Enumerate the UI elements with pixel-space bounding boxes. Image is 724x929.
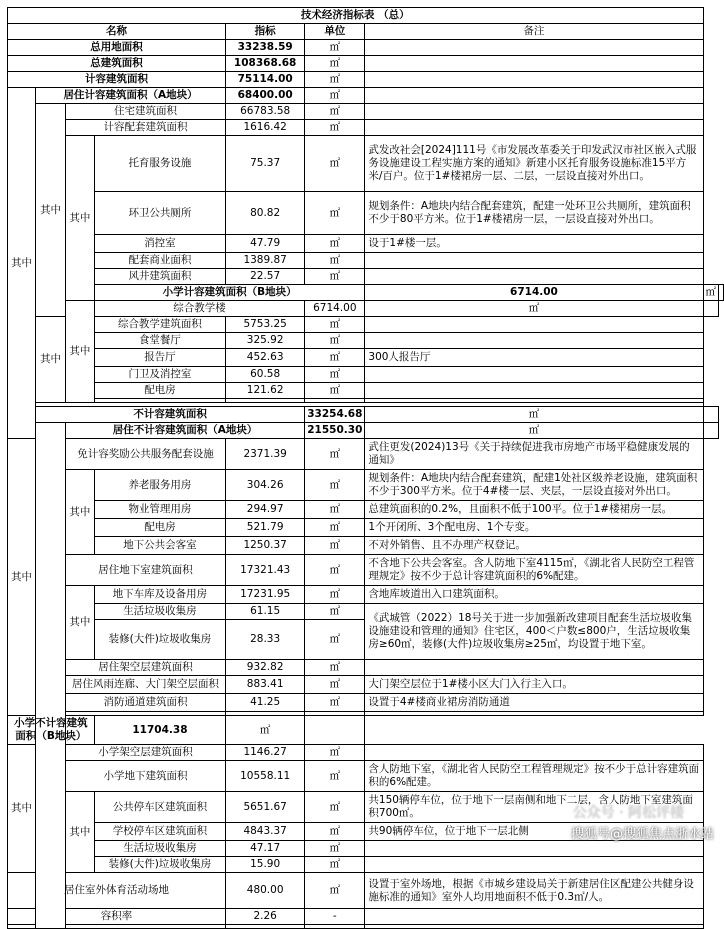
row-unit: ㎡ [305,40,365,56]
row-name: 居住地下室建筑面积 [65,555,225,586]
row-name: 小学不计容建筑面积（B地块） [8,716,95,745]
group-label-school-nonfar: 其中 [8,745,36,873]
row-unit: ㎡ [305,745,365,761]
table-title-row [8,8,724,24]
table-row [8,501,724,519]
table-row [8,407,724,423]
row-note [305,716,365,745]
row-name: 养老服务用房 [94,470,225,501]
row-value: 17231.95 [226,586,305,604]
row-value: 304.26 [226,470,305,501]
row-name: 综合教学建筑面积 [94,317,225,333]
table-row [8,925,724,929]
row-value: 121.62 [226,383,305,399]
watermark-wechat: 公众号 · 阿松评楼 [572,805,684,821]
table-row [8,104,724,120]
row-unit: ㎡ [305,537,365,555]
row-value: 932.82 [226,660,305,676]
table-row [8,716,724,745]
table-row [8,841,724,857]
row-name: 公共停车区建筑面积 [94,792,225,823]
row-note: 300人报告厅 [365,349,703,367]
table-row [8,383,724,399]
row-note: 共90辆停车位，位于地下一层北侧 [365,823,703,841]
table-row [8,470,724,501]
tech-econ-index-table [7,7,724,929]
row-value: 61.15 [226,604,305,620]
row-value: 6714.00 [365,285,703,301]
row-name: 不计容建筑面积 [36,407,305,423]
row-unit: ㎡ [305,519,365,537]
row-unit: ㎡ [305,676,365,694]
header-unit: 单位 [305,24,365,40]
row-value: 2371.39 [226,439,305,470]
row-value: 1250.37 [226,537,305,555]
row-value: 75114.00 [226,72,305,88]
row-name: 环卫公共厕所 [94,192,225,235]
row-unit: ㎡ [305,235,365,253]
row-unit: ㎡ [305,317,365,333]
row-name: 居住室外体育活动场地 [8,873,226,909]
row-note: 含地库坡道出入口建筑面积。 [365,586,703,604]
row-unit: ㎡ [305,349,365,367]
row-value: 47.79 [226,235,305,253]
row-unit: ㎡ [305,501,365,519]
row-value: 521.79 [226,519,305,537]
group-label-support: 其中 [65,136,94,301]
row-unit: ㎡ [305,470,365,501]
row-name: 学校停车区建筑面积 [94,823,225,841]
table-row [8,857,724,873]
row-name: 生活垃圾收集房 [94,841,225,857]
row-name: 计容建筑面积 [8,72,226,88]
table-row [8,317,724,333]
row-unit: ㎡ [305,604,365,620]
row-note [365,317,703,333]
row-value: 2.26 [226,909,305,925]
row-name: 小学计容建筑面积（B地块） [94,285,365,301]
row-value: 1389.87 [226,253,305,269]
row-value: 33254.68 [305,407,365,423]
group-label-res: 其中 [36,104,66,317]
table-row [8,660,724,676]
row-note [365,253,703,269]
table-row [8,40,724,56]
row-note [703,423,719,439]
row-value: 28.33 [226,620,305,660]
row-value: 1146.27 [226,745,305,761]
row-unit: ㎡ [305,761,365,792]
row-note [365,383,703,399]
row-note [365,333,703,349]
group-label-school: 其中 [65,301,94,403]
group-label-far: 其中 [8,88,36,439]
row-unit: ㎡ [305,792,365,823]
row-value: 452.63 [226,349,305,367]
row-unit: ㎡ [305,56,365,72]
group-label-exempt: 其中 [65,470,94,555]
table-row [8,745,724,761]
row-unit: ㎡ [305,841,365,857]
row-name: 装修(大件)垃圾收集房 [94,857,225,873]
row-name: 居住不计容建筑面积（A地块） [65,423,304,439]
row-value: 22.57 [226,269,305,285]
row-note [365,104,703,120]
row-unit: ㎡ [305,192,365,235]
row-value: 15.90 [226,857,305,873]
row-unit: ㎡ [305,694,365,712]
row-value: 60.58 [226,367,305,383]
row-value: 75.37 [226,136,305,192]
group-label-basement: 其中 [65,586,94,660]
row-name: 总用地面积 [8,40,226,56]
group-label-teaching: 其中 [36,317,66,403]
row-name: 小学架空层建筑面积 [65,745,225,761]
row-unit: ㎡ [305,586,365,604]
table-row [8,120,724,136]
row-value: 47.17 [226,841,305,857]
row-note [365,841,703,857]
row-name: 报告厅 [94,349,225,367]
row-value: 4843.37 [226,823,305,841]
row-note: 武住更发(2024)13号《关于持续促进我市房地产市场平稳健康发展的通知》 [365,439,703,470]
table-row [8,694,724,712]
table-row [8,72,724,88]
row-name: 生活垃圾收集房 [94,604,225,620]
row-note: 1个开闭所、3个配电房、1个专变。 [365,519,703,537]
row-note: 《武城管（2022）18号关于进一步加强新改建项目配套生活垃圾收集设施建设和管理的通知》住宅区，400＜户数≤800户，生活垃圾收集房≥60㎡，装修(大件)垃圾收集房≥25㎡，均设置于地下室。 [365,604,703,660]
row-name: 消控室 [94,235,225,253]
row-note [365,660,703,676]
row-name: 免计容奖励公共服务配套设施 [65,439,225,470]
row-unit: ㎡ [305,367,365,383]
row-value: 33238.59 [226,40,305,56]
row-name: 居住风雨连廊、大门架空层面积 [65,676,225,694]
table-row [8,192,724,235]
row-value: 11704.38 [94,716,225,745]
row-note: 不对外销售、且不办理产权登记。 [365,537,703,555]
group-label-res-nonfar: 其中 [8,439,36,716]
row-unit: ㎡ [305,136,365,192]
row-name: 物业管理用房 [94,501,225,519]
header-note: 备注 [365,24,703,40]
group-label-school-basement: 其中 [65,792,94,873]
row-name: 托育服务设施 [94,136,225,192]
row-value: 21550.30 [305,423,365,439]
row-unit: ㎡ [226,716,305,745]
row-note: 设置于室外场地，根据《市城乡建设局关于新建居住区配建公共健身设施标准的通知》室外人均用地面积不低于0.3㎡/人。 [365,873,703,909]
row-unit: ㎡ [305,620,365,660]
row-value: 66783.58 [226,104,305,120]
table-row [8,555,724,586]
row-unit: ㎡ [305,873,365,909]
row-note [365,367,703,383]
table-row [8,519,724,537]
row-note [365,40,703,56]
row-note: 设置于4#楼商业裙房消防通道 [365,694,703,712]
row-note: 含人防地下室，《湖北省人民防空工程管理规定》按不少于总计容建筑面积的6%配建。 [365,761,703,792]
table-row [8,333,724,349]
row-unit: ㎡ [305,823,365,841]
table-row [8,909,724,925]
row-unit: ㎡ [305,660,365,676]
row-note: 大门架空层位于1#楼小区大门入行主入口。 [365,676,703,694]
row-unit: ㎡ [305,555,365,586]
row-name: 计容配套建筑面积 [65,120,225,136]
row-note [703,301,719,317]
table-row [8,88,724,104]
row-name: 配电房 [94,383,225,399]
row-note: 设于1#楼一层。 [365,235,703,253]
row-note: 武发改社会[2024]111号《市发展改革委关于印发武汉市社区嵌入式服务设施建设工程实施方案的通知》新建小区托育服务设施标准15平方米/百户。位于1#楼裙房一层、二层，一层设直接对外出口。 [365,136,703,192]
table-row [8,873,724,909]
row-name: 配套商业面积 [94,253,225,269]
row-name: 食堂餐厅 [94,333,225,349]
header-name: 名称 [8,24,226,40]
table-title: 技术经济指标表 （总） [8,8,704,24]
row-name: 配电房 [94,519,225,537]
row-unit: ㎡ [365,407,703,423]
row-note: 共150辆停车位，位于地下一层南侧和地下二层，含人防地下室建筑面积700㎡。 [365,792,703,823]
row-value: 1616.42 [226,120,305,136]
row-note [365,269,703,285]
table-row [8,285,724,301]
row-name: 风井建筑面积 [94,269,225,285]
row-name: 消防通道建筑面积 [65,694,225,712]
row-unit: ㎡ [305,253,365,269]
row-note [719,285,724,301]
row-note [365,88,703,104]
table-row [8,269,724,285]
row-name: 地下车库及设备用房 [94,586,225,604]
row-name: 门卫及消控室 [94,367,225,383]
row-unit: ㎡ [305,269,365,285]
row-value: 17321.43 [226,555,305,586]
row-note: 规划条件：A地块内结合配套建筑，配建1处社区级养老设施，建筑面积不少于300平方米。位于4#楼一层、夹层，一层设直接对外出口。 [365,470,703,501]
table-row [8,349,724,367]
row-unit: ㎡ [305,439,365,470]
row-unit: ㎡ [305,88,365,104]
row-unit: ㎡ [365,301,703,317]
table-row [8,253,724,269]
table-row [8,761,724,792]
row-name: 综合教学楼 [94,301,304,317]
row-value: 5651.67 [226,792,305,823]
table-row [8,676,724,694]
row-name: 住宅建筑面积 [65,104,225,120]
table-row [8,604,724,620]
row-value: 325.92 [226,333,305,349]
header-row [8,24,724,40]
row-value: 6714.00 [305,301,365,317]
row-unit: ㎡ [305,72,365,88]
row-name: 总建筑面积 [8,56,226,72]
table-row [8,56,724,72]
row-unit: ㎡ [305,333,365,349]
table-row [8,423,724,439]
row-name: 地下公共会客室 [94,537,225,555]
row-value: 10558.11 [226,761,305,792]
row-unit: ㎡ [305,383,365,399]
header-value: 指标 [226,24,305,40]
row-unit: ㎡ [305,120,365,136]
row-value: 68400.00 [226,88,305,104]
row-note: 总建筑面积的0.2%，且面积不低于100平。位于1#楼裙房一层。 [365,501,703,519]
row-note [365,857,703,873]
table-row [8,136,724,192]
row-value: 108368.68 [226,56,305,72]
row-note [703,407,719,423]
row-unit: ㎡ [703,285,719,301]
row-name: 居住架空层建筑面积 [65,660,225,676]
row-unit: - [305,909,365,925]
row-name: 居住计容建筑面积（A地块） [36,88,226,104]
row-note [365,745,703,761]
row-unit: ㎡ [365,423,703,439]
row-name: 小学地下建筑面积 [65,761,225,792]
row-value: 80.82 [226,192,305,235]
table-row [8,367,724,383]
table-row [8,537,724,555]
row-value: 5753.25 [226,317,305,333]
row-note [365,120,703,136]
row-note: 规划条件：A地块内结合配套建筑，配建一处环卫公共厕所，建筑面积不少于80平方米。位于1#楼裙房一层，一层设直接对外出口。 [365,192,703,235]
row-value: 41.25 [226,694,305,712]
row-value: 883.41 [226,676,305,694]
row-unit: ㎡ [305,857,365,873]
row-unit: ㎡ [305,104,365,120]
row-note: 不含地下公共会客室。含人防地下室4115㎡，《湖北省人民防空工程管理规定》按不少于总计容建筑面积的6%配建。 [365,555,703,586]
table-row [8,586,724,604]
row-note [365,72,703,88]
row-note [365,909,703,925]
group-label-nonfar-outer [36,423,66,929]
row-name: 装修(大件)垃圾收集房 [94,620,225,660]
row-name: 容积率 [8,909,226,925]
table-row [8,235,724,253]
watermark-sohu: 搜狐号@搜狐焦点浙水站 [570,827,714,842]
row-value: 480.00 [226,873,305,909]
table-row [8,301,724,317]
table-row [8,439,724,470]
row-note [365,56,703,72]
row-value: 294.97 [226,501,305,519]
